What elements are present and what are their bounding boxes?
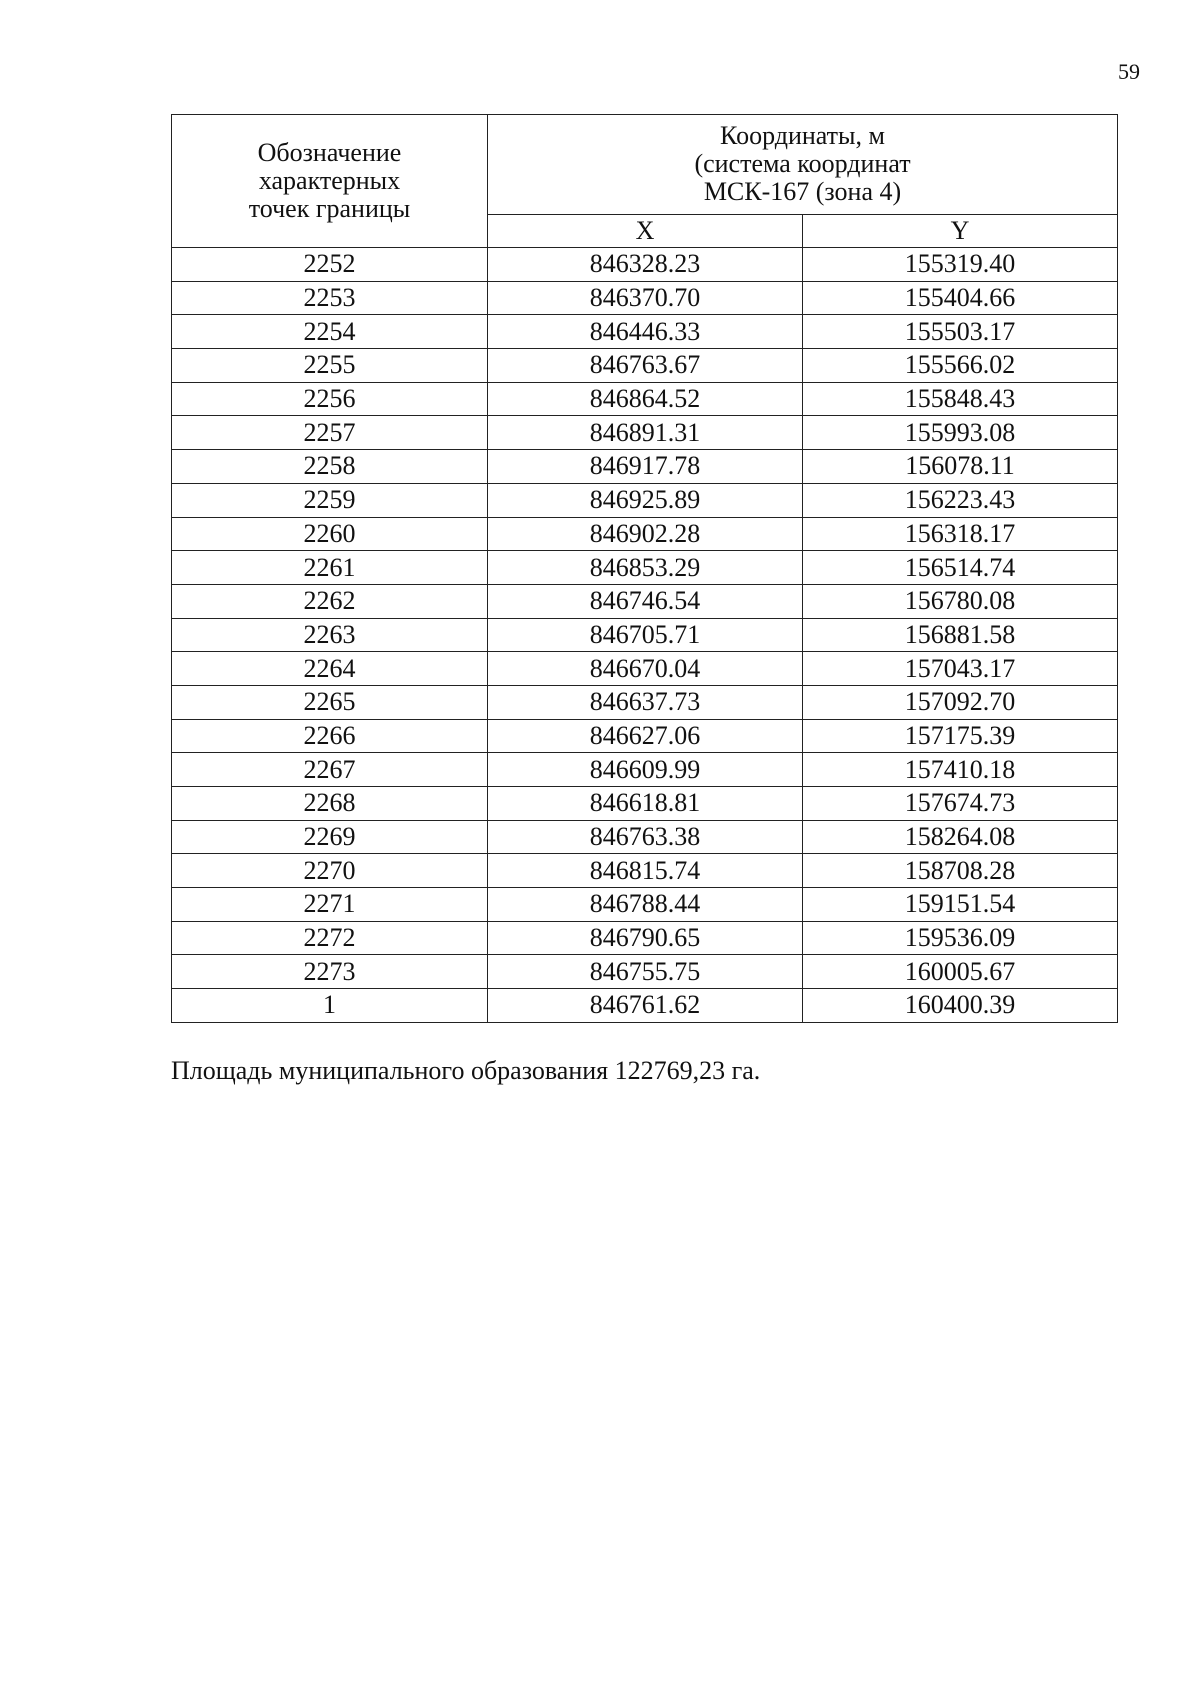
- y-cell: 155993.08: [803, 416, 1118, 450]
- y-cell: 156780.08: [803, 584, 1118, 618]
- x-cell: 846763.67: [488, 349, 803, 383]
- header-point-label-line: Обозначение: [257, 138, 402, 167]
- table-row: [172, 483, 1118, 517]
- table-row: [172, 888, 1118, 922]
- point-cell: 2264: [172, 652, 488, 686]
- table-row: [172, 349, 1118, 383]
- table-header: [172, 115, 1118, 248]
- table-row: [172, 753, 1118, 787]
- x-cell: 846746.54: [488, 584, 803, 618]
- table-row: [172, 854, 1118, 888]
- table-row: [172, 248, 1118, 282]
- area-note: Площадь муниципального образования 122769,23 га.: [171, 1056, 761, 1085]
- point-cell: 2260: [172, 517, 488, 551]
- header-point-label-line: характерных: [258, 166, 401, 195]
- header-coordinates-line: Координаты, м: [720, 121, 885, 151]
- y-cell: 160005.67: [803, 955, 1118, 989]
- y-cell: 157674.73: [803, 787, 1118, 821]
- y-cell: 159151.54: [803, 888, 1118, 922]
- y-cell: 157175.39: [803, 719, 1118, 753]
- header-point-label: [172, 115, 488, 248]
- x-cell: 846627.06: [488, 719, 803, 753]
- point-cell: 1: [172, 989, 488, 1023]
- y-cell: 156078.11: [803, 450, 1118, 484]
- header-coordinates: [488, 115, 1118, 215]
- table-row: [172, 281, 1118, 315]
- y-cell: 158708.28: [803, 854, 1118, 888]
- point-cell: 2265: [172, 685, 488, 719]
- table-row: [172, 584, 1118, 618]
- table-row: [172, 719, 1118, 753]
- point-cell: 2269: [172, 820, 488, 854]
- x-cell: 846891.31: [488, 416, 803, 450]
- x-cell: 846446.33: [488, 315, 803, 349]
- table-row: [172, 382, 1118, 416]
- y-cell: 156318.17: [803, 517, 1118, 551]
- table-row: [172, 315, 1118, 349]
- table-row: [172, 551, 1118, 585]
- y-cell: 155566.02: [803, 349, 1118, 383]
- table-row: [172, 685, 1118, 719]
- table-row: [172, 787, 1118, 821]
- point-cell: 2262: [172, 584, 488, 618]
- y-cell: 155404.66: [803, 281, 1118, 315]
- y-cell: 155319.40: [803, 248, 1118, 282]
- point-cell: 2258: [172, 450, 488, 484]
- point-cell: 2267: [172, 753, 488, 787]
- x-cell: 846864.52: [488, 382, 803, 416]
- x-cell: 846609.99: [488, 753, 803, 787]
- x-cell: 846788.44: [488, 888, 803, 922]
- y-cell: 157092.70: [803, 685, 1118, 719]
- x-cell: 846761.62: [488, 989, 803, 1023]
- y-cell: 157410.18: [803, 753, 1118, 787]
- point-cell: 2263: [172, 618, 488, 652]
- point-cell: 2261: [172, 551, 488, 585]
- header-coordinates-line: МСК-167 (зона 4): [703, 177, 902, 207]
- point-cell: 2271: [172, 888, 488, 922]
- table-row: [172, 820, 1118, 854]
- y-cell: 156881.58: [803, 618, 1118, 652]
- x-cell: 846925.89: [488, 483, 803, 517]
- table-body: [172, 248, 1118, 1023]
- point-cell: 2257: [172, 416, 488, 450]
- x-cell: 846917.78: [488, 450, 803, 484]
- point-cell: 2252: [172, 248, 488, 282]
- header-coordinates-line: (система координат: [694, 149, 911, 179]
- y-cell: 157043.17: [803, 652, 1118, 686]
- x-cell: 846815.74: [488, 854, 803, 888]
- x-cell: 846705.71: [488, 618, 803, 652]
- point-cell: 2266: [172, 719, 488, 753]
- page-number: 59: [1118, 59, 1140, 84]
- y-cell: 155503.17: [803, 315, 1118, 349]
- x-cell: 846328.23: [488, 248, 803, 282]
- table-row: [172, 618, 1118, 652]
- x-cell: 846763.38: [488, 820, 803, 854]
- x-cell: 846370.70: [488, 281, 803, 315]
- y-cell: 156223.43: [803, 483, 1118, 517]
- point-cell: 2255: [172, 349, 488, 383]
- header-y: Y: [803, 214, 1118, 247]
- point-cell: 2273: [172, 955, 488, 989]
- y-cell: 158264.08: [803, 820, 1118, 854]
- table-row: [172, 517, 1118, 551]
- point-cell: 2254: [172, 315, 488, 349]
- x-cell: 846853.29: [488, 551, 803, 585]
- x-cell: 846790.65: [488, 921, 803, 955]
- x-cell: 846755.75: [488, 955, 803, 989]
- point-cell: 2253: [172, 281, 488, 315]
- x-cell: 846670.04: [488, 652, 803, 686]
- x-cell: 846618.81: [488, 787, 803, 821]
- table-row: [172, 416, 1118, 450]
- coordinates-table: [171, 114, 1118, 1023]
- table-row: [172, 450, 1118, 484]
- table-row: [172, 989, 1118, 1023]
- table-row: [172, 955, 1118, 989]
- header-point-label-line: точек границы: [248, 194, 411, 223]
- x-cell: 846637.73: [488, 685, 803, 719]
- point-cell: 2272: [172, 921, 488, 955]
- x-cell: 846902.28: [488, 517, 803, 551]
- y-cell: 155848.43: [803, 382, 1118, 416]
- y-cell: 160400.39: [803, 989, 1118, 1023]
- point-cell: 2259: [172, 483, 488, 517]
- point-cell: 2256: [172, 382, 488, 416]
- header-x: X: [488, 214, 803, 247]
- point-cell: 2270: [172, 854, 488, 888]
- y-cell: 159536.09: [803, 921, 1118, 955]
- table-row: [172, 652, 1118, 686]
- point-cell: 2268: [172, 787, 488, 821]
- table-row: [172, 921, 1118, 955]
- y-cell: 156514.74: [803, 551, 1118, 585]
